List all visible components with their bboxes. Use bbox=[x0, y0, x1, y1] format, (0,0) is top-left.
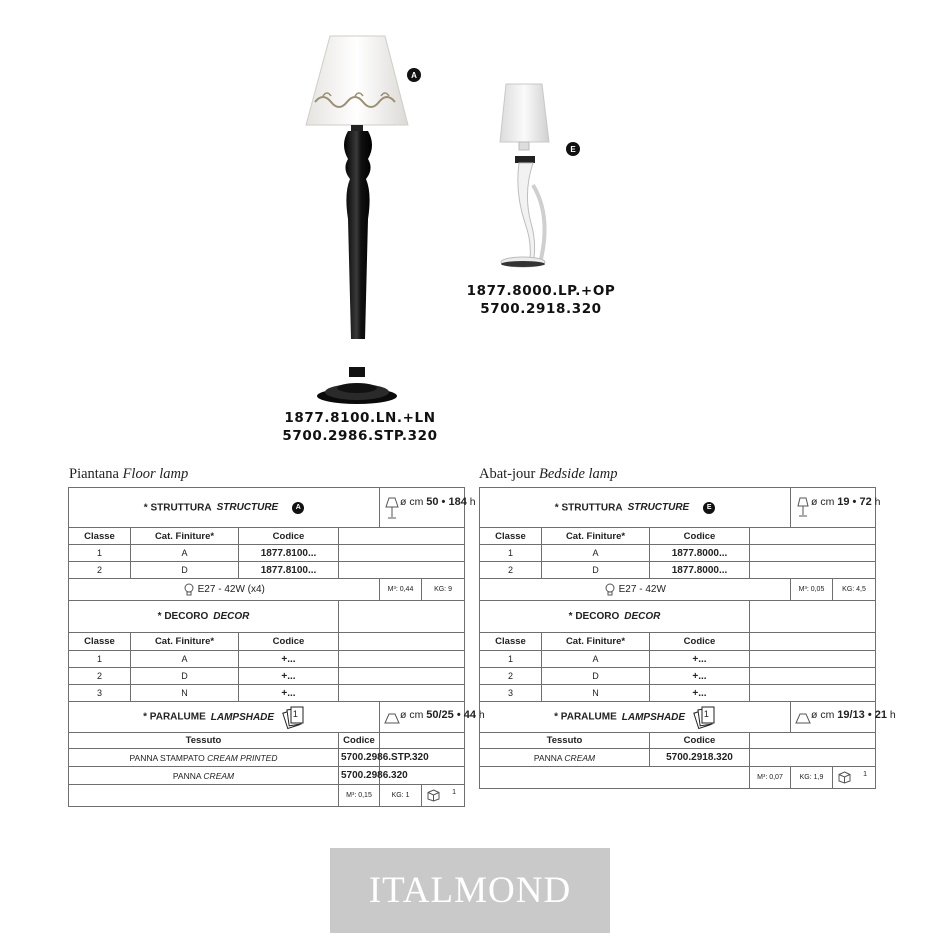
floor-lamp-badge: A bbox=[407, 68, 421, 82]
bulb-spec: E27 - 42W (x4) bbox=[69, 579, 380, 601]
shade-stack-icon: 1 bbox=[283, 705, 305, 729]
shade-dimensions: ø cm 19/13 • 21 h bbox=[791, 702, 876, 733]
table-lamp-icon bbox=[795, 496, 811, 520]
bulb-icon bbox=[183, 583, 195, 597]
bulb-spec: E27 - 42W bbox=[480, 579, 791, 601]
structure-dimensions: ø cm 19 • 72 h bbox=[791, 488, 876, 528]
col-cat: Cat. Finiture* bbox=[131, 528, 239, 545]
table-row: PANNA CREAM 5700.2986.320 bbox=[69, 767, 465, 785]
caption-en: Bedside lamp bbox=[539, 466, 618, 482]
table-row: 2 D +... bbox=[69, 668, 465, 685]
shade-header: * PARALUME LAMPSHADE 1 bbox=[480, 702, 791, 733]
box-icon bbox=[838, 771, 851, 784]
bedside-lamp-badge: E bbox=[566, 142, 580, 156]
floor-lamp-caption bbox=[69, 466, 188, 483]
bedside-lamp-code-1: 1877.8000.LP.+OP bbox=[466, 283, 616, 299]
table-row: 3 N +... bbox=[69, 685, 465, 702]
shade-stack-icon: 1 bbox=[694, 705, 716, 729]
floor-lamp-code-1: 1877.8100.LN.+LN bbox=[284, 410, 436, 426]
floor-lamp-image bbox=[295, 30, 420, 410]
table-row: 3 N +... bbox=[480, 685, 876, 702]
col-classe: Classe bbox=[69, 528, 131, 545]
structure-badge: A bbox=[292, 502, 304, 514]
structure-dimensions: ø cm 50 • 184 h bbox=[380, 488, 465, 528]
volume: M³: 0,44 bbox=[380, 579, 422, 601]
caption-it: Piantana bbox=[69, 466, 119, 482]
shade-dimensions: ø cm 50/25 • 44 h bbox=[380, 702, 465, 733]
table-row: 2 D +... bbox=[480, 668, 876, 685]
table-row: 1 A +... bbox=[480, 651, 876, 668]
lampshade-icon bbox=[795, 713, 811, 725]
table-row: PANNA CREAM 5700.2918.320 bbox=[480, 749, 876, 767]
italmond-logo: ITALMOND bbox=[330, 848, 610, 933]
bulb-icon bbox=[604, 583, 616, 597]
box-icon bbox=[427, 789, 440, 802]
table-row: PANNA STAMPATO CREAM PRINTED 5700.2986.STP.320 bbox=[69, 749, 465, 767]
weight: KG: 9 bbox=[422, 579, 465, 601]
decor-header: * DECORO DECOR bbox=[69, 601, 339, 633]
bedside-lamp-image bbox=[495, 80, 560, 270]
bedside-lamp-code-2: 5700.2918.320 bbox=[480, 301, 602, 317]
table-row: 1 A 1877.8100... bbox=[69, 545, 465, 562]
bedside-lamp-spec-table: * STRUTTURA STRUCTURE E ø cm 19 • 72 h Classe Cat. Finiture* Codice 1 A 1877.8000... 2 D 1877.8000... E27 - 42W M³: 0,05 KG: 4,5 * DECORO DECOR Classe Cat. Finiture* Codice 1 A +... 2 D +... 3 N +... * PARALUME LAMPSHADE 1 ø cm 19/13 • 21 h Tessuto Codice PANNA CREAM 5700.2918.320 M³: 0,07 KG: 1,9 1 bbox=[479, 487, 876, 789]
floor-lamp-spec-table: * STRUTTURA STRUCTURE A ø cm 50 • 184 h Classe Cat. Finiture* Codice 1 A 1877.8100... 2 D 1877.8100... E27 - 42W (x4) M³: 0,44 KG: 9 * DECORO DECOR Classe Cat. Finiture* Codice 1 A +... 2 D +... 3 N +... * PARALUME LAMPSHADE 1 ø cm 50/25 • 44 h Tessuto Codice PANNA STAMPATO CREAM PRINTED 5700.2986.STP.320 PANNA CREAM 5700.2986.320 M³: 0,15 KG: 1 1 bbox=[68, 487, 465, 807]
structure-header: * STRUTTURA STRUCTURE E bbox=[480, 488, 791, 528]
table-row: 2 D 1877.8000... bbox=[480, 562, 876, 579]
floor-lamp-icon bbox=[384, 496, 400, 520]
structure-badge: E bbox=[703, 502, 715, 514]
shade-header: * PARALUME LAMPSHADE 1 bbox=[69, 702, 380, 733]
table-row: 1 A +... bbox=[69, 651, 465, 668]
structure-header: * STRUTTURA STRUCTURE A bbox=[69, 488, 380, 528]
decor-header: * DECORO DECOR bbox=[480, 601, 750, 633]
bedside-lamp-caption bbox=[479, 466, 618, 483]
table-row: 1 A 1877.8000... bbox=[480, 545, 876, 562]
col-codice: Codice bbox=[239, 528, 339, 545]
floor-lamp-code-2: 5700.2986.STP.320 bbox=[282, 428, 438, 444]
table-row: 2 D 1877.8100... bbox=[69, 562, 465, 579]
caption-en: Floor lamp bbox=[122, 466, 189, 482]
lampshade-icon bbox=[384, 713, 400, 725]
caption-it: Abat-jour bbox=[479, 466, 536, 482]
